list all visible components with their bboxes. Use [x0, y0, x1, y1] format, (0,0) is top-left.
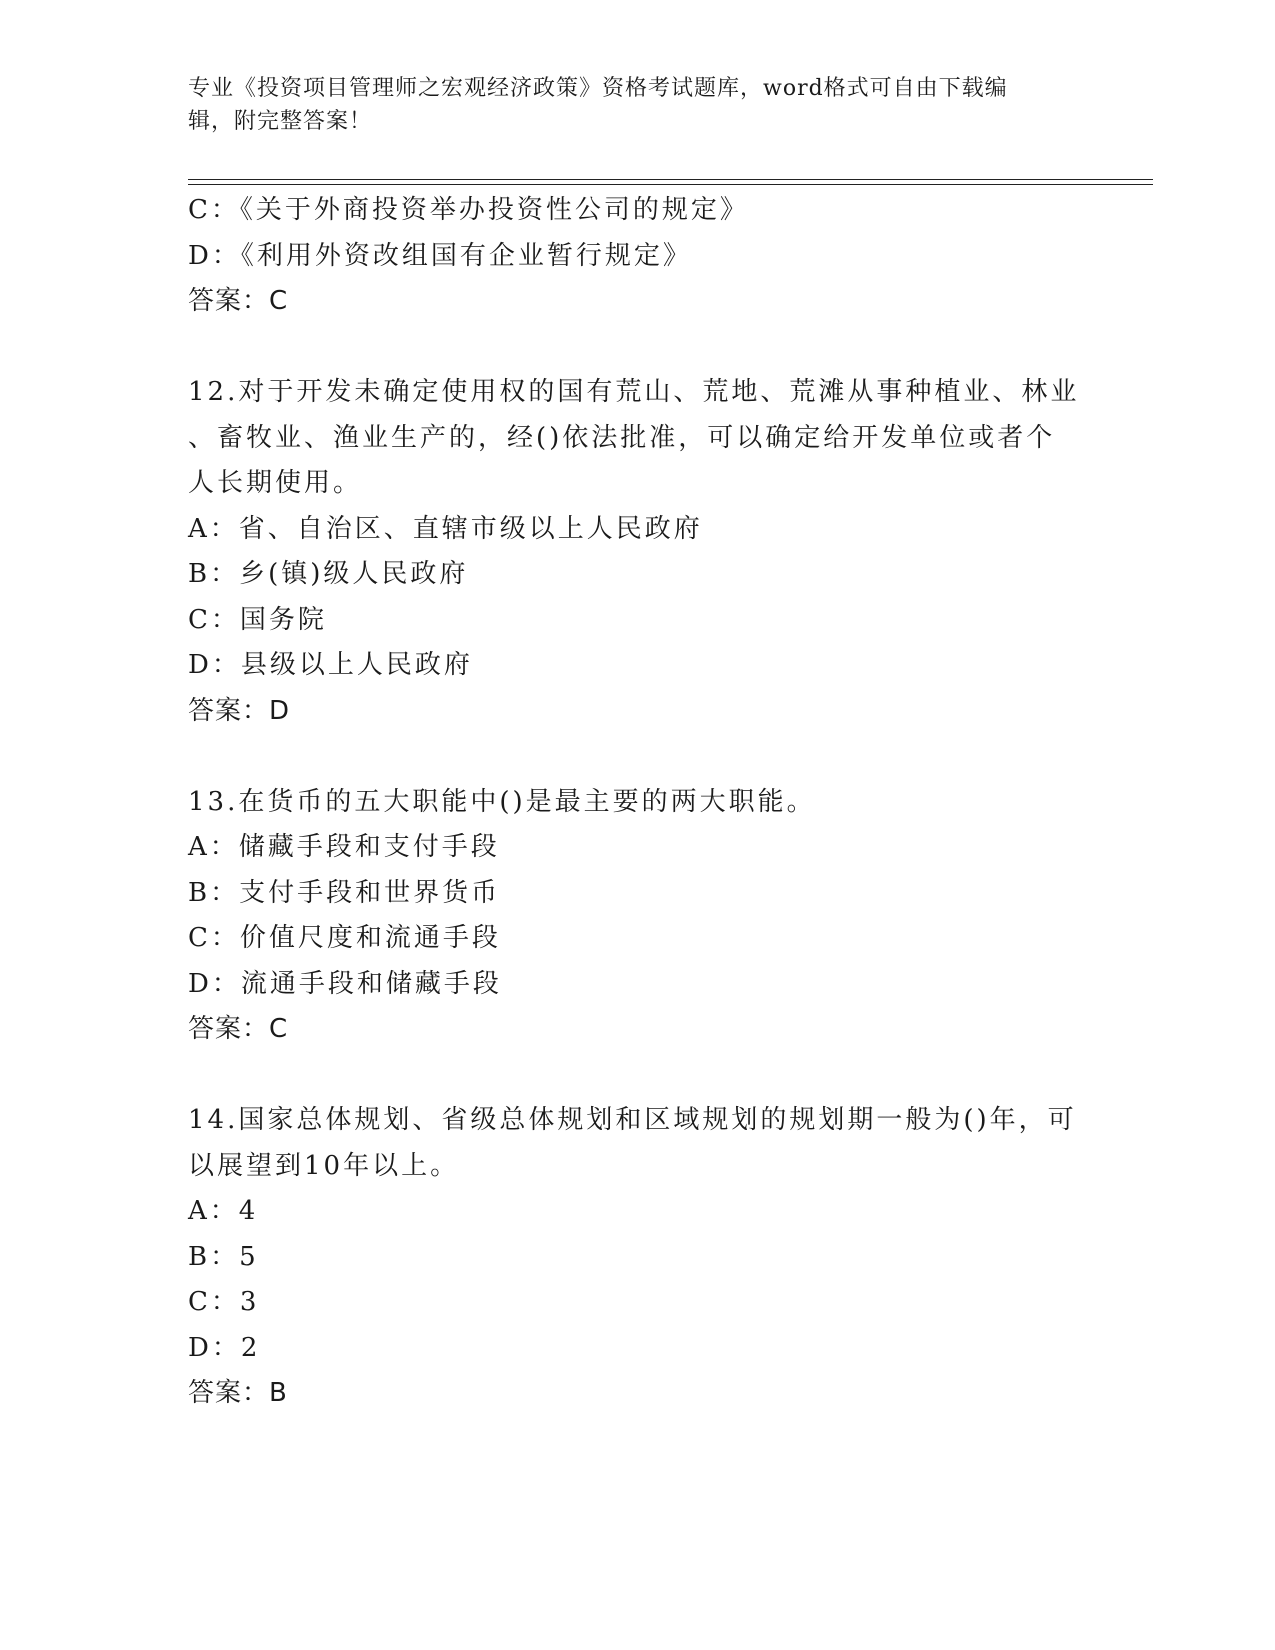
option-a: A：储藏手段和支付手段 — [188, 832, 500, 862]
option-d: D：流通手段和储藏手段 — [188, 968, 502, 999]
option-b: B：支付手段和世界货币 — [188, 877, 501, 908]
question-14 — [188, 1098, 1088, 1417]
question-11-tail — [188, 188, 1088, 325]
stem-line: 12.对于开发未确定使用权的国有荒山、荒地、荒滩从事种植业、林业 — [188, 377, 1080, 407]
option-d: D：2 — [188, 1332, 261, 1363]
question-stem — [188, 1098, 1088, 1189]
spacer — [188, 1053, 1088, 1099]
option-a: A：省、自治区、直辖市级以上人民政府 — [188, 513, 703, 544]
option-b: B：乡(镇)级人民政府 — [188, 559, 469, 589]
stem-line: 以展望到10年以上。 — [188, 1150, 460, 1181]
option-d: D：《利用外资改组国有企业暂行规定》 — [188, 240, 692, 271]
option-b: B：5 — [188, 1241, 259, 1272]
spacer — [188, 734, 1088, 780]
header-line-1: 专业《投资项目管理师之宏观经济政策》资格考试题库，word格式可自由下载编 — [188, 76, 1008, 101]
question-stem — [188, 780, 1088, 826]
question-stem — [188, 370, 1088, 507]
answer-line: 答案：D — [188, 695, 291, 726]
answer-line: 答案：B — [188, 1378, 288, 1408]
question-12 — [188, 370, 1088, 734]
stem-line: 13.在货币的五大职能中()是最主要的两大职能。 — [188, 786, 816, 817]
header-line-2: 辑，附完整答案！ — [188, 109, 373, 134]
stem-line: 、畜牧业、渔业生产的，经()依法批准，可以确定给开发单位或者个 — [188, 422, 1056, 453]
stem-line: 人长期使用。 — [188, 468, 363, 498]
header-divider-bottom — [188, 184, 1153, 185]
option-a: A：4 — [188, 1196, 259, 1226]
question-13 — [188, 780, 1088, 1053]
option-c: C：价值尺度和流通手段 — [188, 923, 501, 953]
answer-line: 答案：C — [188, 1014, 289, 1044]
option-c: C：国务院 — [188, 604, 327, 635]
stem-line: 14.国家总体规划、省级总体规划和区域规划的规划期一般为()年，可 — [188, 1105, 1077, 1135]
question-content — [188, 188, 1088, 1417]
answer-line: 答案：C — [188, 286, 289, 316]
header-divider-top — [188, 179, 1153, 180]
option-d: D：县级以上人民政府 — [188, 650, 473, 680]
document-header — [188, 72, 1088, 138]
spacer — [188, 325, 1088, 371]
option-c: C：《关于外商投资举办投资性公司的规定》 — [188, 195, 749, 225]
option-c: C：3 — [188, 1287, 260, 1317]
